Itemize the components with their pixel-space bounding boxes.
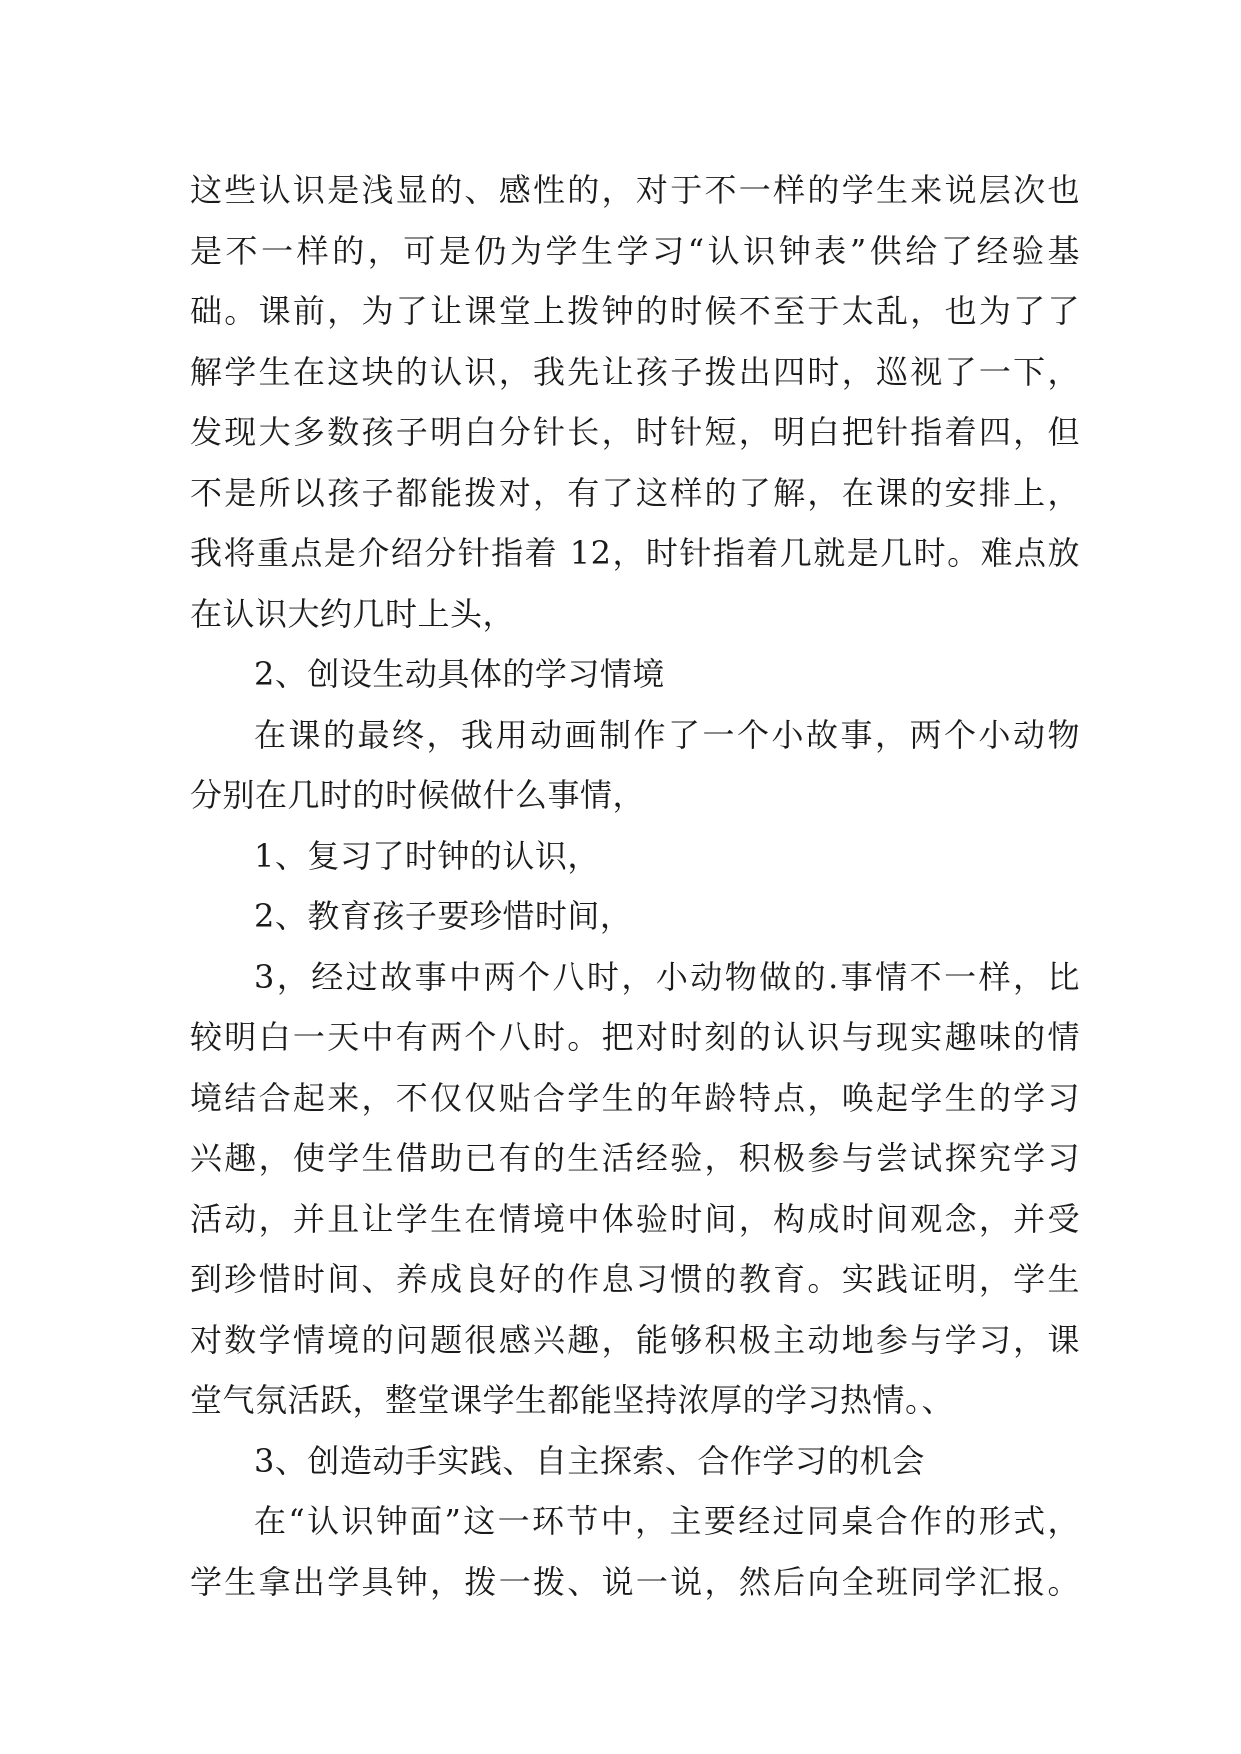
document-body: [190, 160, 1080, 1612]
text-line: 础。课前，为了让课堂上拨钟的时候不至于太乱，也为了了: [190, 292, 1080, 330]
text-line: 对数学情境的问题很感兴趣，能够积极主动地参与学习，课: [190, 1320, 1080, 1359]
text-line: 在“认识钟面”这一环节中，主要经过同桌合作的形式，: [254, 1502, 1080, 1540]
text-line: 2、创设生动具体的学习情境: [254, 655, 665, 693]
text-line: 堂气氛活跃，整堂课学生都能坚持浓厚的学习热情。、: [190, 1381, 955, 1419]
text-line: 是不一样的，可是仍为学生学习“认识钟表”供给了经验基: [190, 231, 1080, 270]
text-line: 3、创造动手实践、自主探索、合作学习的机会: [254, 1441, 925, 1480]
text-line: 在课的最终，我用动画制作了一个小故事，两个小动物: [254, 715, 1080, 754]
text-line: 到珍惜时间、养成良好的作息习惯的教育。实践证明，学生: [190, 1260, 1080, 1298]
text-line: 我将重点是介绍分针指着 12，时针指着几就是几时。难点放: [190, 534, 1080, 572]
text-line: 不是所以孩子都能拨对，有了这样的了解，在课的安排上，: [190, 473, 1080, 512]
text-line: 分别在几时的时候做什么事情，: [190, 776, 646, 814]
text-line: 境结合起来，不仅仅贴合学生的年龄特点，唤起学生的学习: [190, 1078, 1080, 1117]
text-line: 学生拿出学具钟，拨一拨、说一说，然后向全班同学汇报。: [190, 1562, 1080, 1601]
text-line: 解学生在这块的认识，我先让孩子拨出四时，巡视了一下，: [190, 352, 1080, 391]
text-line: 在认识大约几时上头，: [190, 594, 516, 633]
text-line: 发现大多数孩子明白分针长，时针短，明白把针指着四，但: [190, 413, 1080, 451]
text-line: 较明白一天中有两个八时。把对时刻的认识与现实趣味的情: [190, 1018, 1080, 1056]
text-line: 1、复习了时钟的认识，: [254, 836, 600, 875]
text-line: 兴趣，使学生借助已有的生活经验，积极参与尝试探究学习: [190, 1139, 1080, 1177]
text-line: 2、教育孩子要珍惜时间，: [254, 897, 633, 935]
text-line: 活动，并且让学生在情境中体验时间，构成时间观念，并受: [190, 1199, 1080, 1238]
text-line: 3，经过故事中两个八时，小动物做的.事情不一样，比: [254, 957, 1080, 996]
text-line: 这些认识是浅显的、感性的，对于不一样的学生来说层次也: [190, 171, 1080, 209]
